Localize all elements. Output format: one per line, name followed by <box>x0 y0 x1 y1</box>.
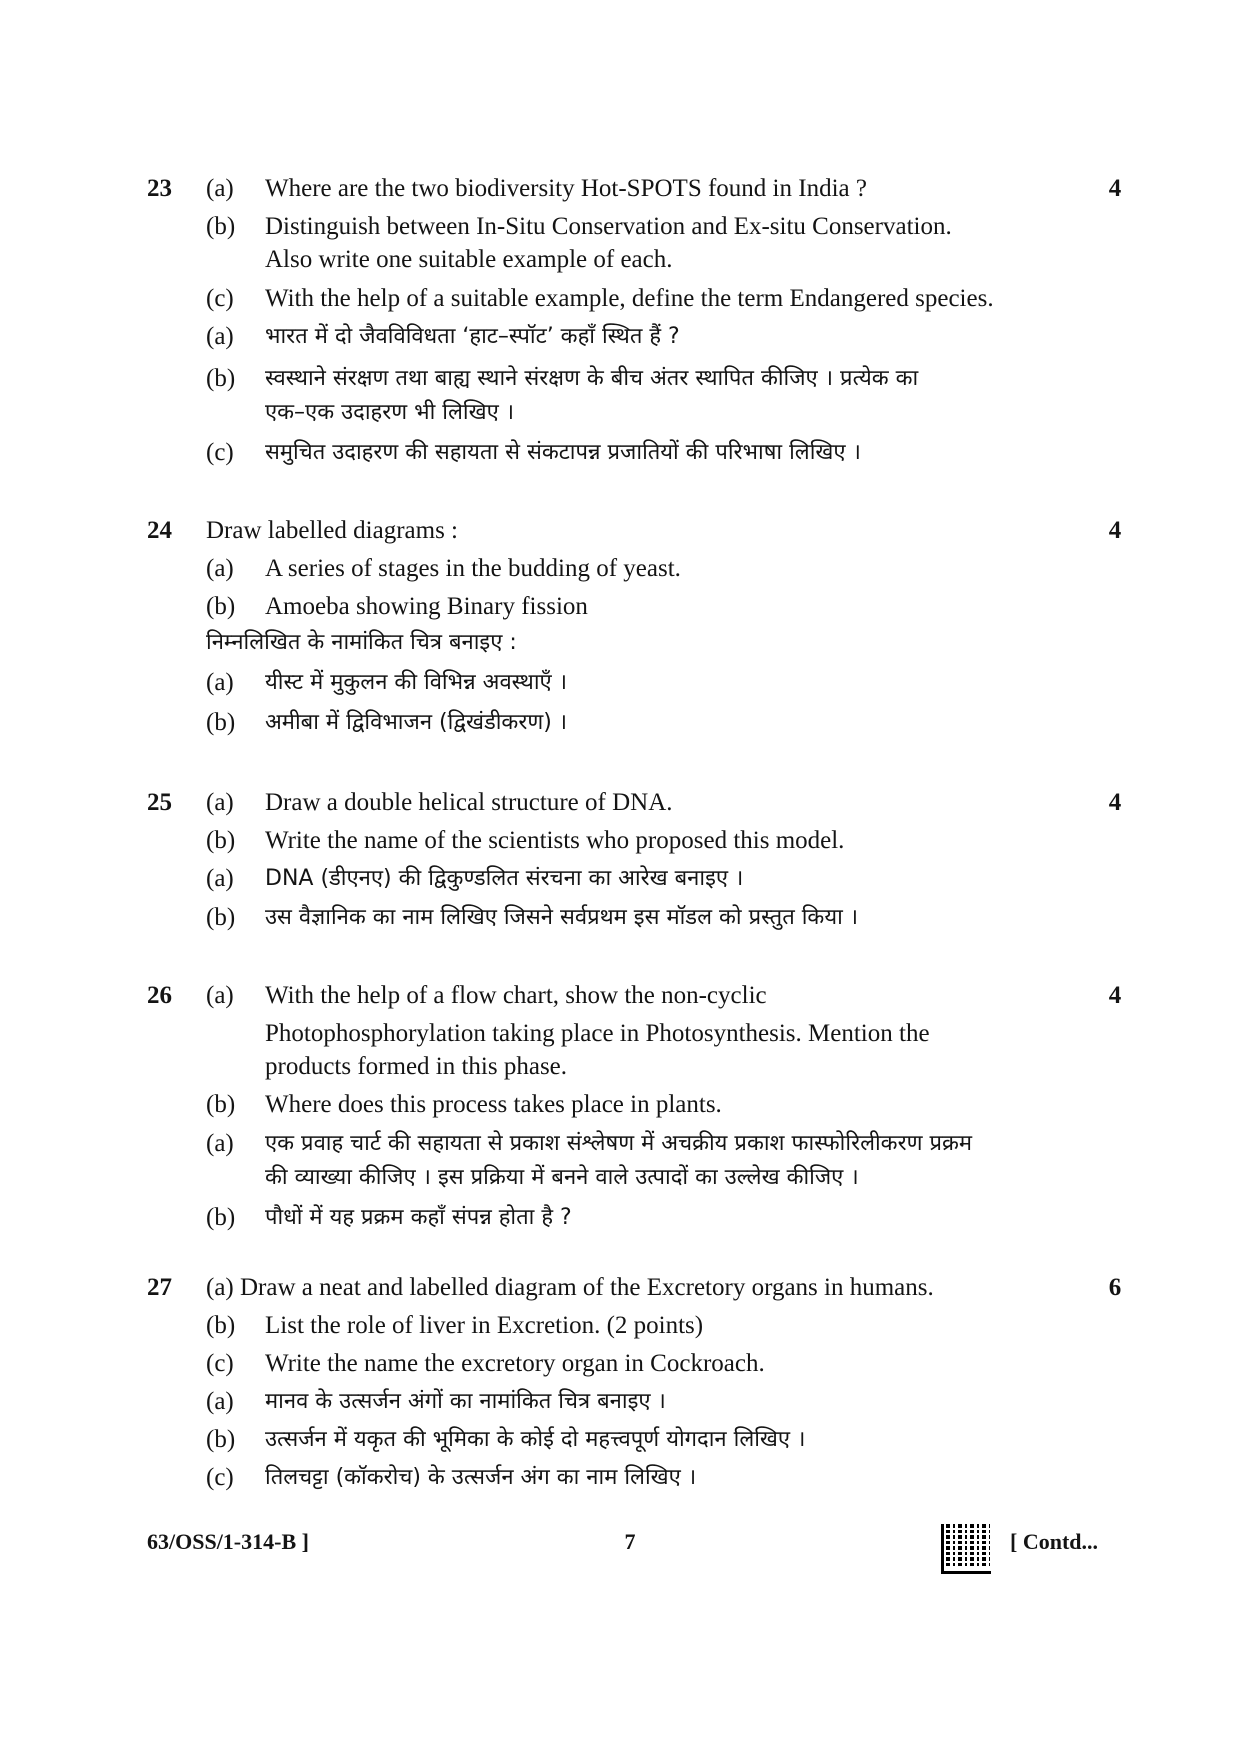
question-line <box>0 396 1240 432</box>
part-label: (c) <box>206 1464 234 1491</box>
question-line <box>0 979 1240 1015</box>
question-line <box>0 320 1240 356</box>
question-line <box>0 210 1240 246</box>
question-line <box>0 706 1240 742</box>
question-line <box>0 1423 1240 1459</box>
question-line <box>0 1271 1240 1307</box>
question-line <box>0 1385 1240 1421</box>
part-text: स्वस्थाने संरक्षण तथा बाह्य स्थाने संरक्षण के बीच अंतर स्थापित कीजिए । प्रत्येक का <box>265 366 919 391</box>
part-text: Amoeba showing Binary fission <box>265 593 588 620</box>
part-text: Write the name of the scientists who proposed this model. <box>265 827 845 854</box>
part-label: (a) <box>206 669 234 696</box>
part-text: यीस्ट में मुकुलन की विभिन्न अवस्थाएँ । <box>265 670 568 695</box>
question-marks: 6 <box>1108 1274 1122 1301</box>
part-label: (c) <box>206 1350 234 1377</box>
question-line <box>0 1201 1240 1237</box>
question-heading-line <box>0 514 1240 550</box>
question-line <box>0 1347 1240 1383</box>
part-label: (b) <box>206 1204 236 1231</box>
part-text: Photophosphorylation taking place in Photosynthesis. Mention the <box>265 1020 930 1047</box>
question-marks: 4 <box>1108 982 1122 1009</box>
part-label: (b) <box>206 1312 236 1339</box>
part-label: (a) <box>206 555 234 582</box>
question-marks: 4 <box>1108 517 1122 544</box>
part-label: (b) <box>206 904 236 931</box>
question-number: 27 <box>147 1274 172 1301</box>
question-line <box>0 1161 1240 1197</box>
question-marks: 4 <box>1108 175 1122 202</box>
question-line <box>0 666 1240 702</box>
question-heading-hindi: निम्नलिखित के नामांकित चित्र बनाइए : <box>206 630 517 655</box>
part-label: (b) <box>206 593 236 620</box>
part-label: (b) <box>206 709 236 736</box>
question-line <box>0 1088 1240 1124</box>
question-line <box>0 1127 1240 1163</box>
question-line <box>0 552 1240 588</box>
part-text: A series of stages in the budding of yeast. <box>265 555 681 582</box>
paper-code: 63/OSS/1-314-B ] <box>147 1529 309 1554</box>
part-text: (a) Draw a neat and labelled diagram of the Excretory organs in humans. <box>206 1274 934 1301</box>
question-line <box>0 1050 1240 1086</box>
qr-code-icon <box>941 1524 991 1574</box>
part-text: भारत में दो जैवविविधता ‘हाट–स्पॉट’ कहाँ स्थित हैं ? <box>265 324 680 349</box>
question-marks: 4 <box>1108 789 1122 816</box>
part-text: Write the name the excretory organ in Cockroach. <box>265 1350 765 1377</box>
question-line <box>0 1461 1240 1497</box>
part-text: समुचित उदाहरण की सहायता से संकटापन्न प्रजातियों की परिभाषा लिखिए । <box>265 440 861 465</box>
question-line <box>0 436 1240 472</box>
part-text: DNA (डीएनए) की द्विकुण्डलित संरचना का आरेख बनाइए । <box>265 866 744 891</box>
part-label: (a) <box>206 789 234 816</box>
part-label: (a) <box>206 323 234 350</box>
question-line <box>0 590 1240 626</box>
part-label: (c) <box>206 439 234 466</box>
part-text: Also write one suitable example of each. <box>265 246 673 273</box>
part-text: की व्याख्या कीजिए । इस प्रक्रिया में बनने वाले उत्पादों का उल्लेख कीजिए । <box>265 1165 859 1190</box>
continued-label: [ Contd... <box>1010 1529 1099 1554</box>
part-text: With the help of a flow chart, show the non-cyclic <box>265 982 767 1009</box>
question-number: 25 <box>147 789 172 816</box>
question-line <box>0 362 1240 398</box>
page-number: 7 <box>624 1529 636 1554</box>
question-number: 23 <box>147 175 172 202</box>
part-text: Where are the two biodiversity Hot-SPOTS found in India ? <box>265 175 867 202</box>
question-line <box>0 243 1240 279</box>
part-label: (a) <box>206 1388 234 1415</box>
part-label: (a) <box>206 865 234 892</box>
part-label: (b) <box>206 213 236 240</box>
part-text: अमीबा में द्विविभाजन (द्विखंडीकरण) । <box>265 710 568 735</box>
part-text: पौधों में यह प्रक्रम कहाँ संपन्न होता है ? <box>265 1205 572 1230</box>
part-text: products formed in this phase. <box>265 1053 568 1080</box>
part-text: List the role of liver in Excretion. (2 points) <box>265 1312 704 1339</box>
question-number: 26 <box>147 982 172 1009</box>
part-text: Where does this process takes place in plants. <box>265 1091 722 1118</box>
part-text: Draw a double helical structure of DNA. <box>265 789 673 816</box>
part-label: (a) <box>206 982 234 1009</box>
part-label: (b) <box>206 1091 236 1118</box>
part-text: एक–एक उदाहरण भी लिखिए । <box>265 400 515 425</box>
question-line <box>0 824 1240 860</box>
question-line <box>0 901 1240 937</box>
part-label: (a) <box>206 175 234 202</box>
question-number: 24 <box>147 517 172 544</box>
part-label: (c) <box>206 285 234 312</box>
part-text: With the help of a suitable example, define the term Endangered species. <box>265 285 994 312</box>
part-text: मानव के उत्सर्जन अंगों का नामांकित चित्र बनाइए । <box>265 1389 666 1414</box>
part-text: उस वैज्ञानिक का नाम लिखिए जिसने सर्वप्रथम इस मॉडल को प्रस्तुत किया । <box>265 905 859 930</box>
question-line <box>0 862 1240 898</box>
part-label: (b) <box>206 1426 236 1453</box>
part-text: Distinguish between In-Situ Conservation and Ex-situ Conservation. <box>265 213 952 240</box>
part-label: (a) <box>206 1130 234 1157</box>
question-line <box>0 786 1240 822</box>
question-line <box>0 172 1240 208</box>
question-line <box>0 1309 1240 1345</box>
question-line <box>0 282 1240 318</box>
part-text: एक प्रवाह चार्ट की सहायता से प्रकाश संश्लेषण में अचक्रीय प्रकाश फास्फोरिलीकरण प्रक्रम <box>265 1131 973 1156</box>
part-label: (b) <box>206 827 236 854</box>
question-line <box>0 626 1240 662</box>
part-text: उत्सर्जन में यकृत की भूमिका के कोई दो महत्त्वपूर्ण योगदान लिखिए । <box>265 1427 806 1452</box>
part-text: तिलचट्टा (कॉकरोच) के उत्सर्जन अंग का नाम लिखिए । <box>265 1465 697 1490</box>
part-label: (b) <box>206 365 236 392</box>
question-line <box>0 1017 1240 1053</box>
question-heading: Draw labelled diagrams : <box>206 517 458 544</box>
